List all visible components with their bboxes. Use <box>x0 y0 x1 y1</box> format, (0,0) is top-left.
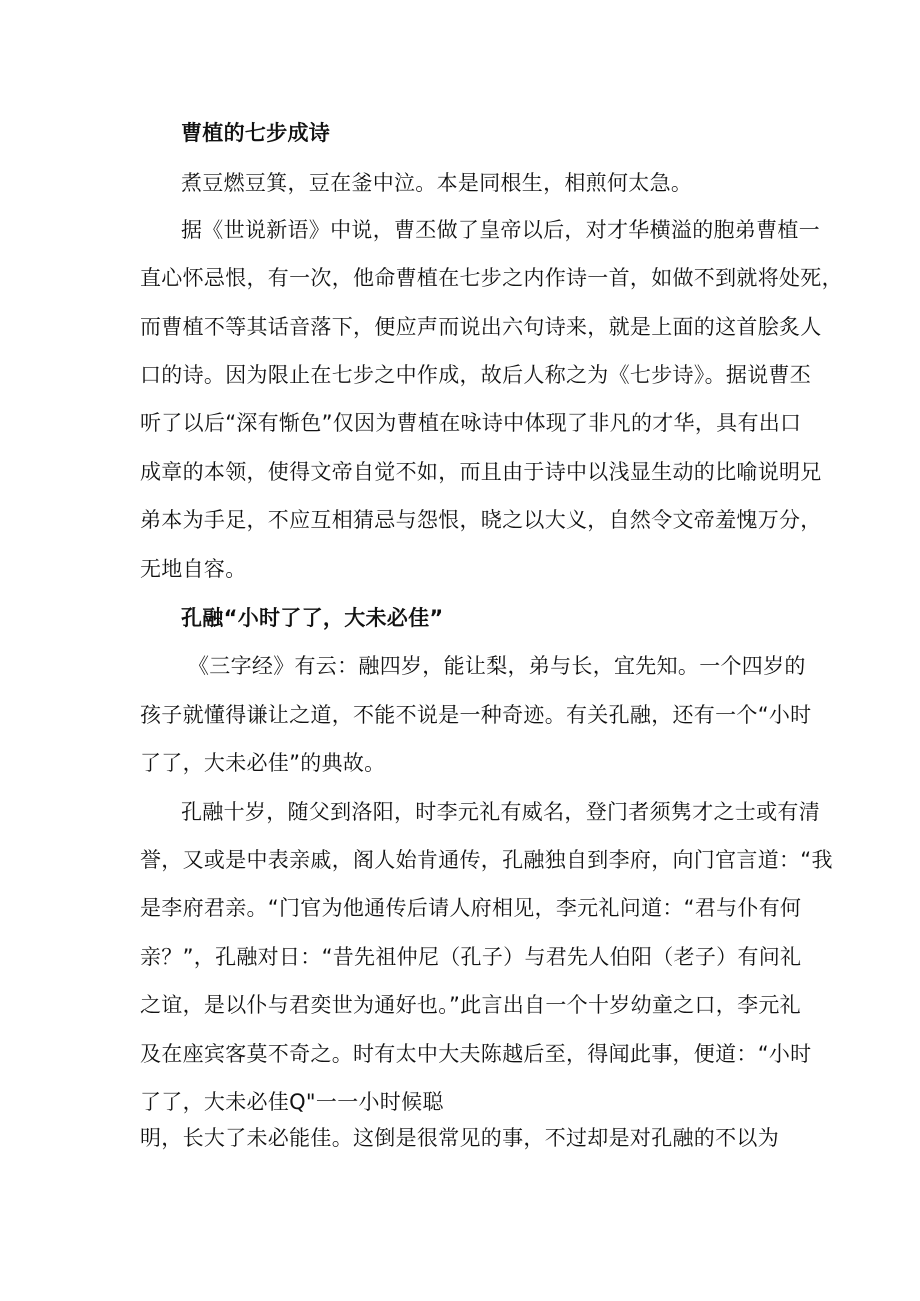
section-heading-cao-zhi: 曹植的七步成诗 <box>181 121 331 145</box>
paragraph-line: 是李府君亲。“门官为他通传后请人府相见，李元礼问道：“君与仆有何 <box>140 896 802 920</box>
paragraph-line: 而曹植不等其话音落下，便应声而说出六句诗来，就是上面的这首脍炙人 <box>140 315 822 339</box>
paragraph-line: 及在座宾客莫不奇之。时有太中大夫陈越后至，得闻此事，便道：“小时 <box>140 1042 812 1066</box>
paragraph-line: 之谊，是以仆与君奕世为通好也。”此言出自一个十岁幼童之口，李元礼 <box>140 993 801 1017</box>
paragraph-line: 《三字经》有云：融四岁，能让梨，弟与长，宜先知。一个四岁的 <box>188 654 806 678</box>
paragraph-line: 誉，又或是中表亲戚，阁人始肯通传，孔融独自到李府，向门官言道：“我 <box>140 848 833 872</box>
paragraph-line: 据《世说新语》中说，曹丕做了皇帝以后，对才华横溢的胞弟曹植一 <box>181 218 820 242</box>
paragraph-line: 口的诗。因为限止在七步之中作成，故后人称之为《七步诗》。据说曹丕 <box>140 363 812 387</box>
section-heading-kong-rong: 孔融“小时了了，大未必佳” <box>181 606 444 630</box>
paragraph-line: 弟本为手足，不应互相猜忌与怨恨，晓之以大义，自然令文帝羞愧万分， <box>140 508 822 532</box>
paragraph-line: 了了，大未必佳Q"一一小时候聪 <box>140 1090 444 1114</box>
paragraph-line: 亲？”，孔融对日：“昔先祖仲尼（孔子）与君先人伯阳（老子）有问礼 <box>140 945 802 969</box>
paragraph-line: 直心怀忌恨，有一次，他命曹植在七步之内作诗一首，如做不到就将处死， <box>140 266 843 290</box>
paragraph-line: 了了，大未必佳”的典故。 <box>140 751 386 775</box>
paragraph-line: 明，长大了未必能佳。这倒是很常见的事，不过却是对孔融的不以为 <box>140 1126 779 1150</box>
paragraph-line: 孩子就懂得谦让之道，不能不说是一种奇迹。有关孔融，还有一个“小时 <box>140 703 812 727</box>
paragraph-line: 孔融十岁，随父到洛阳，时李元礼有威名，登门者须隽才之士或有清 <box>181 800 820 824</box>
paragraph-line: 成章的本领，使得文帝自觉不如，而且由于诗中以浅显生动的比喻说明兄 <box>140 460 822 484</box>
paragraph-line: 听了以后“深有惭色”仅因为曹植在咏诗中体现了非凡的才华，具有出口 <box>140 411 802 435</box>
paragraph-line: 无地自容。 <box>140 557 247 581</box>
poem-line: 煮豆燃豆箕，豆在釜中泣。本是同根生，相煎何太急。 <box>181 171 693 195</box>
